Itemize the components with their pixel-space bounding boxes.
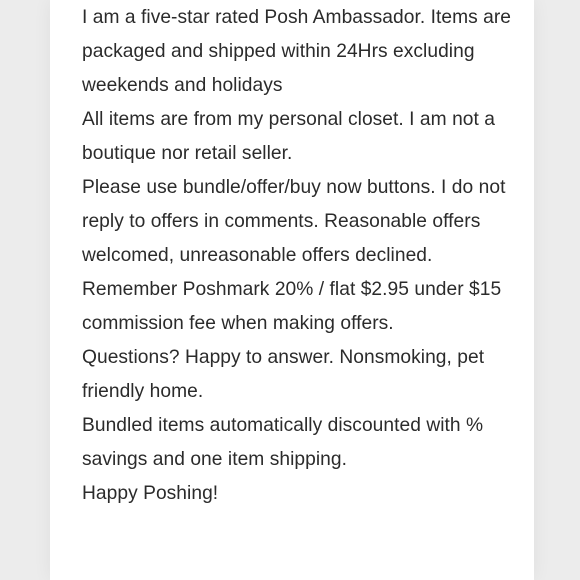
seller-notes bbox=[82, 1, 512, 511]
paragraph-questions: Questions? Happy to answer. Nonsmoking, pet friendly home. bbox=[82, 347, 485, 402]
paragraph-bundles: Bundled items automatically discounted with % savings and one item shipping. bbox=[82, 415, 484, 470]
paragraph-sign-off: Happy Poshing! bbox=[82, 483, 219, 504]
paragraph-offers-policy: Please use bundle/offer/buy now buttons. I do not reply to offers in comments. Reasonable offers welcomed, unreasonable offers declined. Remember Poshmark 20% / flat $2.95 under $15 commission fee when making offers. bbox=[82, 177, 506, 334]
paragraph-ambassador: I am a five-star rated Posh Ambassador. Items are packaged and shipped within 24Hrs excluding weekends and holidays bbox=[82, 7, 512, 96]
paragraph-personal-closet: All items are from my personal closet. I am not a boutique nor retail seller. bbox=[82, 109, 495, 164]
